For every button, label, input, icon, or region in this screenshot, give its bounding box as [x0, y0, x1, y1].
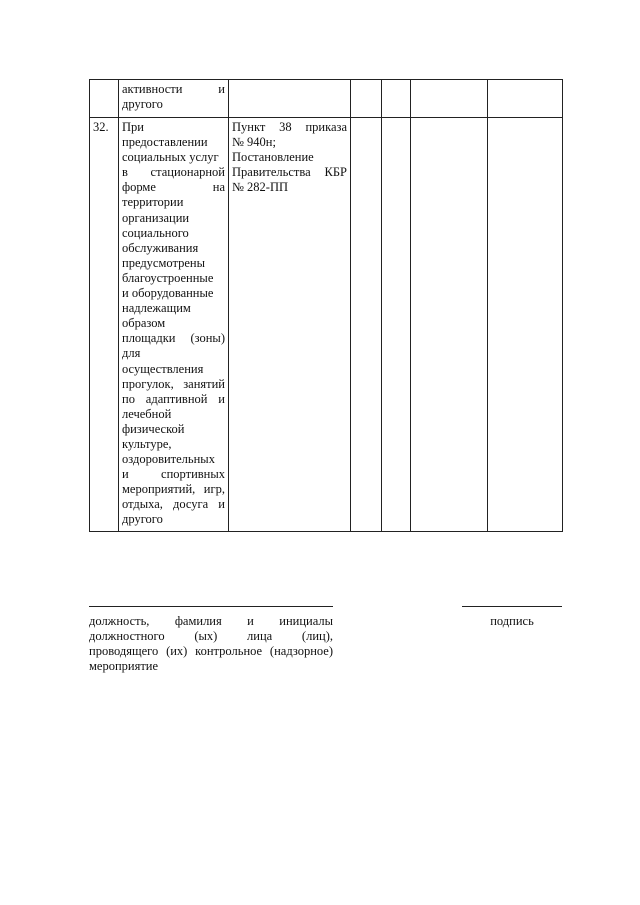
- text-line: и оборудованные: [122, 286, 214, 301]
- note-cell: [488, 118, 563, 532]
- text-line: территории: [122, 195, 184, 210]
- text-line: и спортивных: [122, 467, 225, 482]
- text-line: физической: [122, 421, 185, 436]
- text-line: осуществления: [122, 361, 204, 376]
- table-row: [90, 80, 563, 118]
- text-line: социального: [122, 225, 189, 240]
- text-line: другого: [122, 512, 163, 527]
- signature-sign-line: [462, 606, 562, 607]
- answer-cell: [382, 80, 411, 118]
- text-line: образом: [122, 316, 166, 331]
- text-line: в стационарной: [122, 165, 225, 180]
- answer-cell: [382, 118, 411, 532]
- text-line: культуре,: [122, 436, 172, 451]
- text-line: отдыха, досуга и: [122, 497, 225, 512]
- answer-cell: [351, 118, 382, 532]
- text-line: лечебной: [122, 406, 172, 421]
- requirement-text: [122, 120, 225, 528]
- requirement-cell: [119, 80, 229, 118]
- caption-line: мероприятие: [89, 659, 159, 673]
- text-line: № 940н;: [232, 135, 276, 150]
- caption-line: проводящего (их) контрольное (надзорное): [89, 644, 333, 658]
- reference-cell: [229, 80, 351, 118]
- text-line: оздоровительных: [122, 452, 215, 467]
- checklist-table: [89, 79, 563, 532]
- caption-line: должность, фамилия и инициалы: [89, 614, 333, 628]
- text-line: обслуживания: [122, 240, 199, 255]
- text-line: форме на: [122, 180, 225, 195]
- text-line: предоставлении: [122, 135, 208, 150]
- answer-cell: [351, 80, 382, 118]
- text-line: для: [122, 346, 141, 361]
- signature-name-line: [89, 606, 333, 607]
- reference-cell: [229, 118, 351, 532]
- answer-cell: [411, 80, 488, 118]
- text-line: мероприятий, игр,: [122, 482, 225, 497]
- text-line: благоустроенные: [122, 270, 214, 285]
- text-line: социальных услуг: [122, 150, 219, 165]
- text-line: прогулок, занятий: [122, 376, 225, 391]
- text-line: № 282-ПП: [232, 180, 289, 195]
- table-row: [90, 118, 563, 532]
- text-line: организации: [122, 210, 190, 225]
- caption-line: должностного (ых) лица (лиц),: [89, 629, 333, 643]
- text-line: При: [122, 120, 144, 134]
- text-line: Постановление: [232, 150, 314, 165]
- requirement-line: активности и: [122, 82, 225, 96]
- text-line: Пункт 38 приказа: [232, 120, 347, 134]
- answer-cell: [411, 118, 488, 532]
- text-line: площадки (зоны): [122, 331, 225, 346]
- signature-name-caption: [89, 614, 333, 674]
- row-number-cell: [90, 80, 119, 118]
- requirement-line: другого: [122, 97, 163, 112]
- row-number-cell: 32.: [90, 118, 119, 532]
- note-cell: [488, 80, 563, 118]
- text-line: надлежащим: [122, 301, 191, 316]
- signature-sign-caption: подпись: [490, 614, 534, 628]
- requirement-cell: [119, 118, 229, 532]
- text-line: предусмотрены: [122, 255, 205, 270]
- reference-text: [232, 120, 347, 195]
- text-line: Правительства КБР: [232, 165, 347, 180]
- text-line: по адаптивной и: [122, 391, 225, 406]
